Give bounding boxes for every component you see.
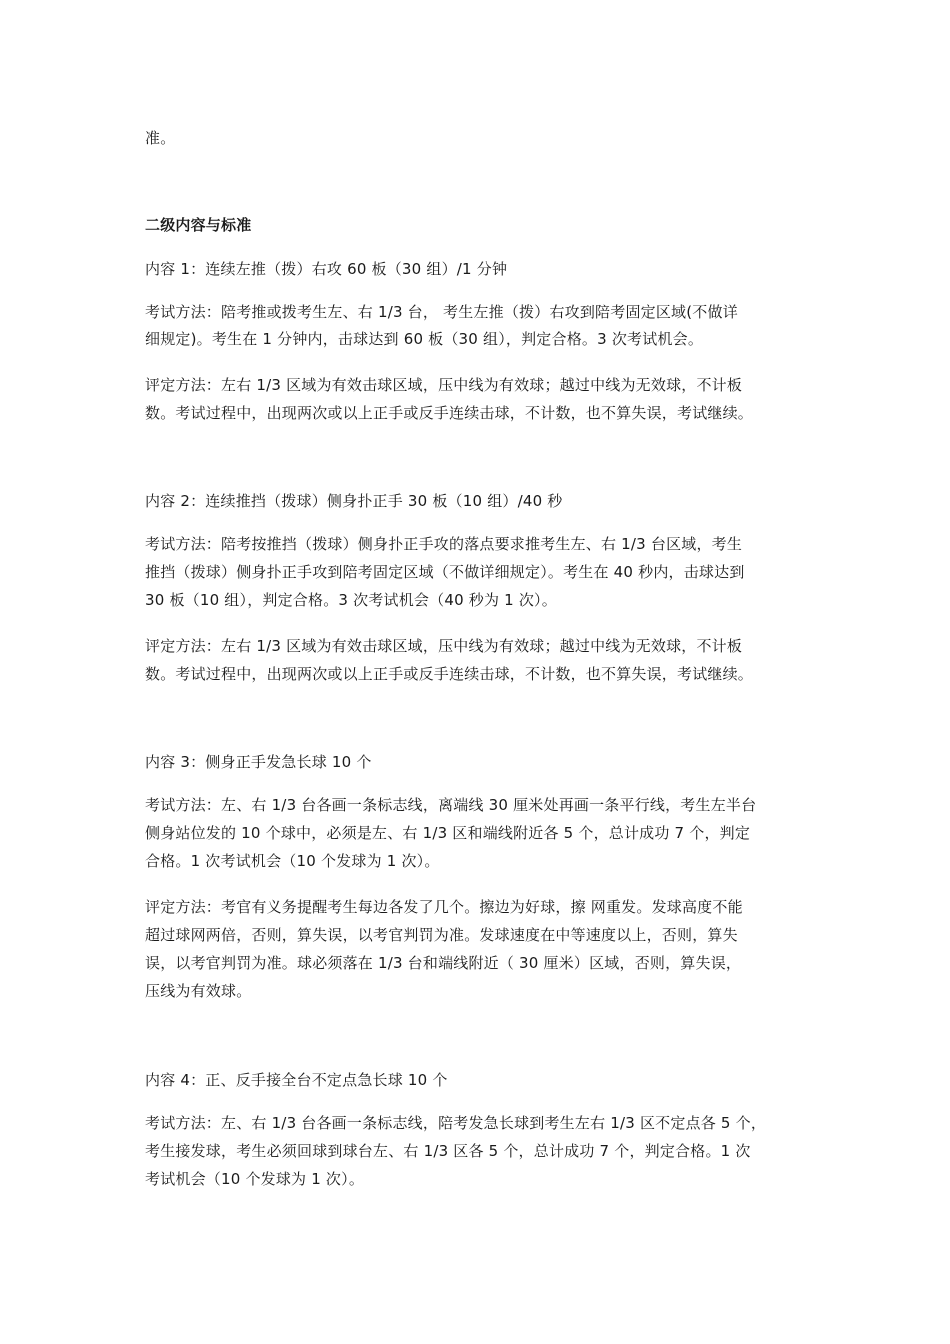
item-2-method-line-2: 推挡（拨球）侧身扑正手攻到陪考固定区域（不做详细规定）。考生在 40 秒内，击球达到 [145,563,745,581]
item-2-evaluation-line-1: 评定方法：左右 1/3 区域为有效击球区域，压中线为有效球；越过中线为无效球，不计板 [145,637,743,655]
item-4-method-line-1: 考试方法：左、右 1/3 台各画一条标志线，陪考发急长球到考生左右 1/3 区不定点各 5 个， [145,1114,767,1132]
item-3-evaluation-line-2: 超过球网两倍，否则，算失误，以考官判罚为准。发球速度在中等速度以上，否则，算失 [145,926,738,944]
item-2-method-line-3: 30 板（10 组），判定合格。3 次考试机会（40 秒为 1 次）。 [145,591,557,609]
item-1-evaluation-line-2: 数。考试过程中，出现两次或以上正手或反手连续击球，不计数，也不算失误，考试继续。 [145,404,754,422]
item-1-method-line-2: 细规定)。考生在 1 分钟内，击球达到 60 板（30 组），判定合格。3 次考试机会。 [145,330,704,348]
item-3-method-line-3: 合格。1 次考试机会（10 个发球为 1 次）。 [145,852,440,870]
item-3-method-line-2: 侧身站位发的 10 个球中，必须是左、右 1/3 区和端线附近各 5 个，总计成功 7 个，判定 [145,824,751,842]
item-2-method-line-1: 考试方法：陪考按推挡（拨球）侧身扑正手攻的落点要求推考生左、右 1/3 台区域，考生 [145,535,743,553]
item-1-evaluation-line-1: 评定方法：左右 1/3 区域为有效击球区域，压中线为有效球；越过中线为无效球，不计板 [145,376,743,394]
item-1-method-line-1: 考试方法：陪考推或拨考生左、右 1/3 台， 考生左推（拨）右攻到陪考固定区域(不做详 [145,303,738,321]
item-2-evaluation-line-2: 数。考试过程中，出现两次或以上正手或反手连续击球，不计数，也不算失误，考试继续。 [145,665,754,683]
item-4-method-line-2: 考生接发球，考生必须回球到球台左、右 1/3 区各 5 个，总计成功 7 个，判定合格。1 次 [145,1142,751,1160]
item-3-evaluation-line-4: 压线为有效球。 [145,982,252,1000]
item-1-title: 内容 1：连续左推（拨）右攻 60 板（30 组）/1 分钟 [145,260,508,278]
continued-text-fragment: 准。 [145,129,176,147]
item-2-title: 内容 2：连续推挡（拨球）侧身扑正手 30 板（10 组）/40 秒 [145,492,563,510]
item-4-title: 内容 4：正、反手接全台不定点急长球 10 个 [145,1071,448,1089]
item-4-method-line-3: 考试机会（10 个发球为 1 次）。 [145,1170,365,1188]
item-3-title: 内容 3：侧身正手发急长球 10 个 [145,753,372,771]
item-3-method-line-1: 考试方法：左、右 1/3 台各画一条标志线，离端线 30 厘米处再画一条平行线，考生左半台 [145,796,757,814]
item-3-evaluation-line-1: 评定方法：考官有义务提醒考生每边各发了几个。擦边为好球，擦 网重发。发球高度不能 [145,898,743,916]
item-3-evaluation-line-3: 误，以考官判罚为准。球必须落在 1/3 台和端线附近（ 30 厘米）区域，否则，算失误， [145,954,742,972]
level-heading: 二级内容与标准 [145,216,252,234]
